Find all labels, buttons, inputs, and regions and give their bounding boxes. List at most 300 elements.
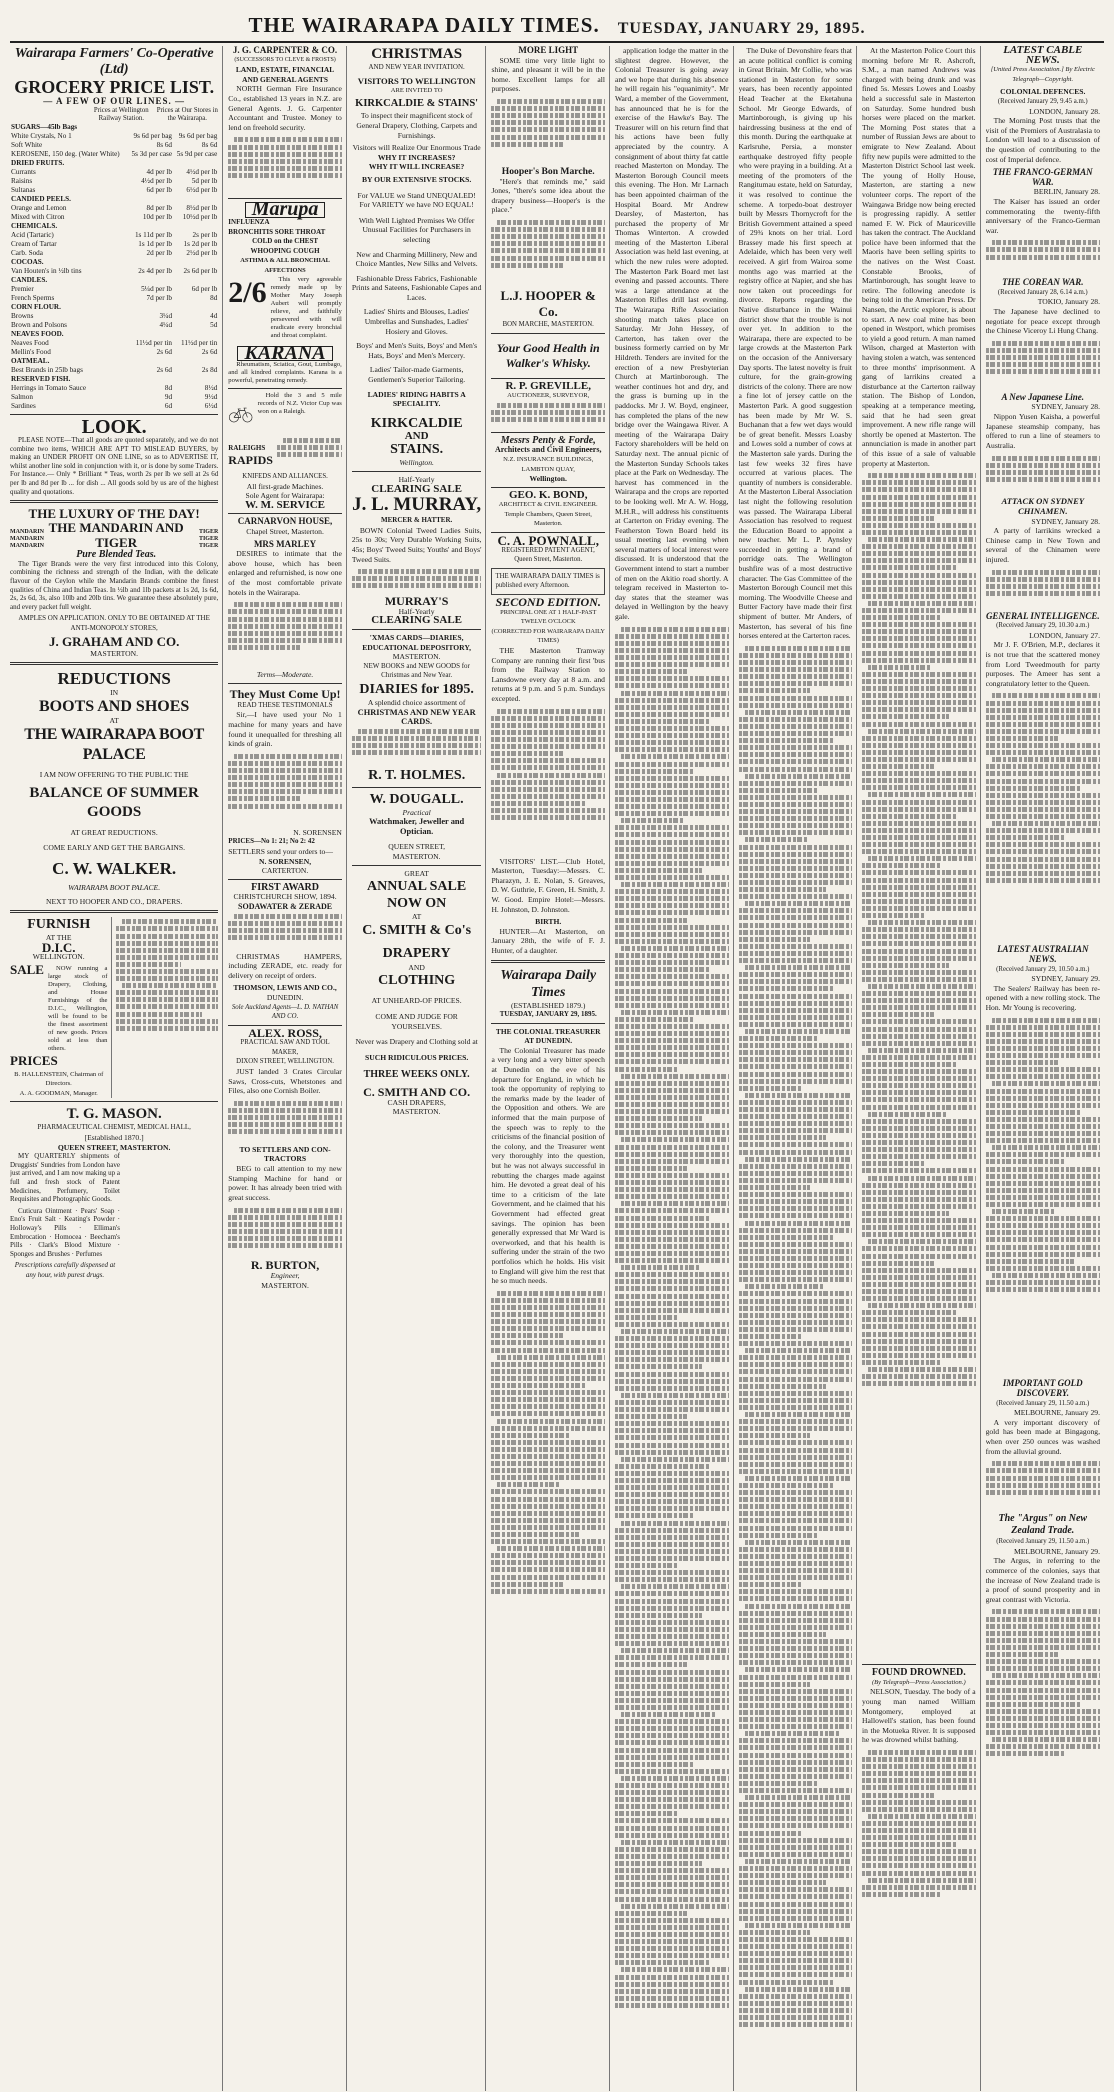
header-wellington: Prices at Wellington Railway Station. xyxy=(93,107,149,122)
price-stores: 2s per lb xyxy=(192,231,218,239)
received-4: (Received January 29, 10.50 a.m.) xyxy=(996,965,1090,973)
second-edition: SECOND EDITION. xyxy=(495,595,601,610)
more-light-text: SOME time very little light to shine, and pleasant it will be in the home. Excellent lamps for all purposes. xyxy=(491,55,605,94)
ladies-riding: LADIES' RIDING HABITS A SPECIALITY. xyxy=(367,389,466,409)
sydney-2: SYDNEY, January 28. xyxy=(1031,516,1100,526)
price-item: COCOAS. xyxy=(11,258,44,266)
great: GREAT xyxy=(404,868,429,878)
price-item: Raisins xyxy=(11,177,33,185)
visitors-list: VISITORS' LIST.—Club Hotel, Masterton, Tuesday:—Messrs. C. Pharazyn, J. E. Nolan, S. Greaves, D. W. Guthrie, F. Green, H. Smith, J. W. Good. Empire Hotel:—Messrs. H. Johnston, D. Johnston. xyxy=(491,856,605,914)
invited-to: ARE INVITED TO xyxy=(390,87,443,95)
marley-text: DESIRES to intimate that the above house, which has been enlarged and refurnished, is now one of the most comfortable private hotels in the Wairarapa. xyxy=(228,549,342,597)
walker-name: C. W. WALKER. xyxy=(52,859,177,879)
auckland-agents: Sole Auckland Agents—L. D. NATHAN AND CO. xyxy=(231,1003,339,1021)
watchmaker: Watchmaker, Jeweller and Optician. xyxy=(369,817,465,836)
corean-text: The Japanese have declined to negotiate for peace except through the Chinese Viceroy Li Hung Chang. xyxy=(985,307,1100,336)
tiger-side-1: TIGER xyxy=(198,529,219,536)
karana-text: Rheumatism, Sciatica, Gout, Lumbago, and all kindred complaints. Karana is a powerful, penetrating remedy. xyxy=(228,361,342,385)
visitors-realise: Visitors will Realize Our Enormous Trade xyxy=(352,143,481,153)
price-row xyxy=(10,177,218,186)
paper-date: TUESDAY, JANUARY 29, 1895. xyxy=(499,1010,597,1019)
mason-street: QUEEN STREET, MASTERTON. xyxy=(57,1142,171,1152)
berlin: BERLIN, January 28. xyxy=(1033,187,1100,197)
more-light-fill xyxy=(491,97,605,167)
tea-text: The Tiger Brands were the very first introduced into this Colony, combining the richness and strength of the Indian, with the delicate flavour of the Ceylon while the Mandarin Brands combine the finest qualities of China and Indian Teas. In ½lb and 1lb packets at 1s 2d, 1s 6d, 2s, 2s 6d, 3s, also 10lb and 20lb tins. We guarantee these absolutely pure, and every packet full weight. xyxy=(10,559,219,611)
wellington-4: Wellington. xyxy=(529,474,567,484)
price-stores xyxy=(173,375,218,384)
marupa-price: 2/6 xyxy=(228,275,267,309)
greville-fill xyxy=(491,401,605,429)
price-item: Herrings in Tomato Sauce xyxy=(11,384,87,392)
price-row xyxy=(10,222,218,231)
sorensen-name: N. SORENSEN, xyxy=(259,856,312,866)
annual-sale: ANNUAL SALE xyxy=(367,879,467,895)
hallenstein: B. HALLENSTEIN, Chairman of Directors. xyxy=(14,1070,104,1088)
columns xyxy=(10,46,1104,2091)
price-row xyxy=(10,366,218,375)
kirkcaldie-2: KIRKCALDIE xyxy=(370,415,463,431)
please-note: PLEASE NOTE—That all goods are quoted separately, and we do not combine two items, WHICH ARE APT TO MISLEAD BUYERS, by making an UNDER PROFIT ON ONE LINE, so as to ADVERTISE IT, whilst another line sold in conjunction with it, or is done by some Traders. For Instance.— Only * Brilliant * Teas, worth 2s per lb we sell at 2s 6d per lb and 8d per lb ... for dish ... All goods sold by us are of the highest quality and quotations. xyxy=(10,436,219,496)
all-grades: All first-grade Machines. xyxy=(246,481,324,491)
price-item: Best Brands in 25lb bags xyxy=(11,366,83,374)
london-2: LONDON, January 27. xyxy=(1029,630,1100,640)
marley-fill xyxy=(228,600,342,670)
united-press: [United Press Association.] By Electric Telegraph—Copyright. xyxy=(990,66,1095,83)
dic-at-the: AT THE xyxy=(45,933,72,943)
birth-heading: BIRTH. xyxy=(535,917,562,927)
hooper-bon-marche: Hooper's Bon Marche. xyxy=(501,165,595,177)
price-stores: 2s 6d per lb xyxy=(183,267,218,275)
with-well: With Well Lighted Premises We Offer Unusual Facilities for Purchasers in selecting xyxy=(358,215,475,244)
leader-fill xyxy=(491,1289,605,1689)
melbourne-1: MELBOURNE, January 29. xyxy=(1013,1408,1100,1418)
price-row xyxy=(10,123,218,132)
price-stores: 6½d per lb xyxy=(186,186,218,194)
christmas-new-year-cards: CHRISTMAS AND NEW YEAR CARDS. xyxy=(357,707,476,727)
never-was: Never was Drapery and Clothing sold at xyxy=(355,1037,478,1047)
japanese-line: A New Japanese Line. xyxy=(1001,391,1085,402)
argus-text: The Argus, in referring to the commerce of the colonies, says that the increase of New Zealand trade is a proof of sound prosperity and in great contrast with Victoria. xyxy=(985,1556,1100,1604)
received-3: (Received January 29, 10.30 a.m.) xyxy=(996,622,1090,630)
dic-text: NOW running a large stock of Drapery, Clothing, and House Furnishings of the D.I.C., Wellington, will be found to be the finest assortment of new goods. Prices sold at less than others. xyxy=(47,965,108,1053)
received-6: (Received January 29, 11.50 a.m.) xyxy=(996,1538,1090,1546)
testimonial-signature: N. SORENSEN xyxy=(293,827,342,837)
news-text-7: At the Masterton Police Court this morning before Mr R. Ashcroft, S.M., a man named Andrews was charged with being drunk and was fined 5s. Messrs Lowes and Loasby held a successful sale in Masterton on Saturday. Some hundred bush horses were placed on the market. The Morning Post states that a number of Russian Jews are about to emigrate to New Zealand. About fifty new pupils were admitted to the Masterton District School last week. The young of Holly House, Masterton, are starting a new volunteer corps. The report of the Waingawa Bridge now being erected is progressing rapidly. A settler named F. W. Pick of Mauriceville has taken the contract. The Auckland police have been informed that the Maoris have been selling spirits to the natives on the West Coast. Constable Brooks, of Martinborough, has sought leave to retire. The following anecdote is being told in the American Press. Dr Nansen, the Arctic explorer, is about to start. A new coal mine has been opened in Westport, which promises to yield a good return. A man named Wilson, charged at Masterton with having stolen a watch, was sentenced to three months' imprisonment. A gang of larrikins created a disturbance at the Carterton railway station. The Bishop of London, speaking at a temperance meeting, said that he had seen great improvement. A new rifle range will shortly be opened at Masterton. The annunciation is made in another part of this issue of a sale of valuable property at Masterton. xyxy=(862,46,976,468)
and-3: AND xyxy=(408,962,425,972)
graham-name: J. GRAHAM AND CO. xyxy=(48,633,180,649)
alex-ross: ALEX. ROSS, xyxy=(248,1025,322,1040)
price-row xyxy=(10,276,218,285)
price-headers xyxy=(10,107,218,123)
price-item: Soft White xyxy=(11,141,43,149)
lj-hooper: L.J. HOOPER & Co. xyxy=(500,287,596,319)
mason-list: Cuticura Ointment · Pears' Soap · Eno's Fruit Salt · Keating's Powder · Holloway's Pills · Elliman's Embrocation · Homocea · Beecham's Pills · Clark's Blood Mixture · Sponges and Brushes · Perfumes xyxy=(10,1206,120,1258)
great-reductions: AT GREAT REDUCTIONS. xyxy=(70,827,158,837)
rapids: RAPIDS xyxy=(228,453,273,468)
column-5 xyxy=(615,46,734,2091)
price-item: French Sperms xyxy=(11,294,55,302)
and-2: AND xyxy=(404,429,429,442)
pragnell-ad xyxy=(111,917,218,1098)
masthead-title: THE WAIRARAPA DAILY TIMES. xyxy=(248,13,600,37)
ladies-shirts: Ladies' Shirts and Blouses, Ladies' Umbrellas and Sunshades, Ladies' Hosiery and Gloves. xyxy=(363,307,470,336)
xmas-masterton: MASTERTON. xyxy=(392,652,441,662)
boots-shoes: BOOTS AND SHOES xyxy=(39,697,190,715)
sodawater-fill xyxy=(228,912,342,952)
settlers-send: SETTLERS send your orders to— xyxy=(228,846,333,856)
received-1: (Received January 29, 9.45 a.m.) xyxy=(997,97,1088,105)
price-item: Van Houten's in ½lb tins xyxy=(11,267,82,275)
queen-street-3: QUEEN STREET, xyxy=(388,842,446,852)
alex-text: JUST landed 3 Crates Circular Saws, Cross-cuts, Whetstones and Files, also one Cornish Boiler. xyxy=(228,1067,342,1096)
cold-chest: COLD on the CHEST xyxy=(252,237,319,246)
franco-text: The Kaiser has issued an order commemorating the twenty-fifth anniversary of the Franco-German war. xyxy=(985,196,1100,235)
price-wellington xyxy=(128,258,173,267)
new-books: NEW BOOKS and NEW GOODS for Christmas and New Year. xyxy=(363,661,470,680)
birth-text: HUNTER—At Masterton, on January 28th, the wife of F. J. Hunter, of a daughter. xyxy=(491,926,605,955)
price-row xyxy=(10,339,218,348)
price-row xyxy=(10,294,218,303)
important-gold: IMPORTANT GOLD DISCOVERY. xyxy=(1002,1378,1083,1399)
reductions: REDUCTIONS xyxy=(57,669,171,689)
price-item: OATMEAL. xyxy=(11,357,50,365)
japanese-text: Nippon Yusen Kaisha, a powerful Japanese steamship company, has offered to run a line of steamers to Australia. xyxy=(985,412,1100,450)
masthead xyxy=(10,0,1104,43)
price-item: NEAVES FOOD. xyxy=(11,330,64,338)
read-testimonials: READ THESE TESTIMONIALS xyxy=(237,700,333,709)
price-row xyxy=(10,312,218,321)
price-stores: 2s 8d xyxy=(201,366,218,374)
price-row xyxy=(10,393,218,402)
marley-name: MRS MARLEY xyxy=(253,538,317,549)
price-stores: 1s 2d per lb xyxy=(183,240,218,248)
japanese-fill xyxy=(986,453,1100,493)
chapel-street: Chapel Street, Masterton. xyxy=(246,527,324,537)
price-stores: 2½d per lb xyxy=(186,249,218,257)
at-3: AT xyxy=(412,912,422,922)
new-and: New and Charming Millinery, New and Choice Mantles, New Silks and Velvets. xyxy=(355,249,478,269)
attack-fill xyxy=(986,568,1100,608)
drowned-fill xyxy=(862,1748,976,1948)
attack-sydney: ATTACK ON SYDNEY CHINAMEN. xyxy=(1001,496,1085,516)
christmas-heading: CHRISTMAS xyxy=(371,46,463,62)
price-stores: 9s 6d per bag xyxy=(178,132,218,140)
price-stores xyxy=(173,258,218,267)
price-stores: 8s 6d xyxy=(201,141,218,149)
prescriptions: Prescriptions carefully dispensed at any hour, with purest drugs. xyxy=(14,1261,116,1279)
price-stores xyxy=(173,159,218,168)
price-row xyxy=(10,267,218,276)
half-yearly-2: Half-Yearly xyxy=(398,606,435,616)
nz-insurance: N.Z. INSURANCE BUILDINGS, LAMBTON QUAY, xyxy=(503,455,594,473)
price-stores xyxy=(173,276,218,285)
price-item: Mellin's Food xyxy=(11,348,51,356)
price-row xyxy=(10,150,218,159)
price-wellington xyxy=(128,330,173,339)
price-stores: 8½d per lb xyxy=(186,204,218,212)
ample-text: AMPLES ON APPLICATION. ONLY TO BE OBTAINED AT THE ANTI-MONOPOLY STORES, xyxy=(18,614,210,632)
price-item: Browns xyxy=(11,312,34,320)
gold-fill xyxy=(986,1459,1100,1509)
price-item: CANDIED PEELS. xyxy=(11,195,71,203)
boys-mens: Boys' and Men's Suits, Boys' and Men's Hats, Boys' and Men's Mercery. xyxy=(356,341,478,360)
bond-name: GEO. K. BOND, xyxy=(508,488,588,501)
price-wellington: 9d xyxy=(164,393,173,401)
clothing: CLOTHING xyxy=(378,973,456,989)
price-wellington: 3¼d xyxy=(159,312,173,320)
luxury-heading: THE LUXURY OF THE DAY! xyxy=(28,506,200,522)
three-weeks: THREE WEEKS ONLY. xyxy=(363,1069,470,1081)
influenza: INFLUENZA xyxy=(228,217,270,226)
news-text-6: The Duke of Devonshire fears that an acute political conflict is coming in Great Britain. Mr Collie, who was stationed in Masterton for some years, has been recently appointed Head Teacher at the Eketahuna School. Mr George Edwards, of Martinborough, is giving up his hairdressing business at the end of this month. During the earthquake at Karlsruhe, Persia, a monster earthquake destroyed fifty people who were praying in a building. At a meeting of the promoters of the Rangitumau estate, held on Saturday, it was resolved to continue the scheme. A torpedo-boat destroyer built by Messrs Thornycroft for the British Government attained a speed of 29¾ knots on her trial. Lord Brassey made his first speech at Adelaide, which has been very well received. A girl from Wairoa some months ago was married at the registry office at Napier, and she has now taken out proceedings for divorce. Reports regarding the Native disturbance in the Wainui district show that the trouble is not over yet. In addition to the Wairarapa, there are expected to be large crowds at the Masterton Park on the occasion of the Anniversary Day sports. The latest novelty is fruit culture, for the grain-growing districts of the colony. There are now a fine lot of jersey cattle on the Masterton Park. A good suggestion has been made by Mr W. S. Buchanan that a few wet days would be of great benefit. Messrs Loasby and Lowes sold a number of cows at the Masterton sale yards. During the last few weeks 32 fires have occurred at various places. The quantity of numbers is considerable. At the Masterton Liberal Association last night the following resolution was passed. The Wairarapa Liberal Association has resolved to request the Education Board to appoint a new teacher. Mr L. P. Aynsley succeeded in getting a brand of porridge oats. The Wellington bushfire was of a most destructive character. The Gas Committee of the Masterton Borough Council met this morning. The Woodville Cheese and Butter Factory have made their first shipment of butter. Mr Anders, of Masterton, has several of his fine horses entered at the Carterton races. xyxy=(738,46,853,641)
murray-fill xyxy=(352,567,482,597)
price-wellington: 9s 6d per bag xyxy=(133,132,173,140)
column-7 xyxy=(862,46,981,2091)
marupa-text: This very agreeable remedy made up by Mother Mary Joseph Aubert will promptly relieve, and faithfully persevered with will eradicate every bronchial and throat complaint. xyxy=(270,275,342,339)
price-row xyxy=(10,195,218,204)
price-wellington: 8d xyxy=(164,384,173,392)
price-wellington: 2s 6d xyxy=(156,348,173,356)
hooper-fill xyxy=(491,218,605,288)
price-wellington: 5s 3d per case xyxy=(131,150,173,158)
price-wellington xyxy=(128,375,173,384)
price-wellington: 1s 11d per lb xyxy=(134,231,173,239)
price-stores: 6½d xyxy=(204,402,218,410)
goodman: A. A. GOODMAN, Manager. xyxy=(19,1089,98,1097)
colonial-defences: COLONIAL DEFENCES. xyxy=(1000,87,1086,97)
price-wellington xyxy=(128,276,173,285)
pownall-name: C. A. POWNALL, xyxy=(497,533,599,549)
dougall-name: W. DOUGALL. xyxy=(369,791,464,807)
bronchitis: BRONCHITIS SORE THROAT xyxy=(228,227,326,236)
price-row xyxy=(10,168,218,177)
price-item: Salmon xyxy=(11,393,33,401)
australian-fill xyxy=(986,1015,1100,1375)
penty-forde: Messrs Penty & Forde, xyxy=(500,434,596,446)
hooper-sub: BON MARCHE, MASTERTON. xyxy=(502,320,594,328)
coop-title: Wairarapa Farmers' Co-Operative (Ltd) xyxy=(14,46,214,77)
price-wellington: 2s 4d per lb xyxy=(138,267,173,275)
price-stores xyxy=(173,195,218,204)
railway-fill xyxy=(491,707,605,857)
price-stores: 5d per lb xyxy=(191,177,218,185)
price-row xyxy=(10,132,218,141)
bond-sub: ARCHITECT & CIVIL ENGINEER. xyxy=(498,501,598,509)
mason-text: MY QUARTERLY shipments of Druggists' Sundries from London have just arrived, and I am now making up a full and fresh stock of Patent Medicines, Perfumery, Toilet Requisites and Photographic Goods. xyxy=(10,1152,120,1204)
price-wellington: 6d per lb xyxy=(146,186,173,194)
found-drowned: FOUND DROWNED. xyxy=(871,1667,966,1679)
price-row xyxy=(10,159,218,168)
franco-fill xyxy=(986,238,1100,274)
price-row xyxy=(10,285,218,294)
why-it-will: WHY IT WILL INCREASE? xyxy=(368,162,465,172)
mason-name: T. G. MASON. xyxy=(66,1106,162,1123)
few-lines: — A FEW OF OUR LINES. — xyxy=(43,96,186,106)
wellington-3: Wellington. xyxy=(399,458,434,468)
price-item: White Crystals, No 1 xyxy=(11,132,72,140)
price-item: SUGARS—45lb Bags xyxy=(11,123,78,131)
news-fill-5 xyxy=(615,625,729,2091)
general-intelligence: GENERAL INTELLIGENCE. xyxy=(985,610,1100,621)
price-wellington xyxy=(128,159,173,168)
dic-name: D.I.C. xyxy=(41,939,76,955)
inspect-text: To inspect their magnificent stock of General Drapery, Clothing, Carpets and Furnishings. xyxy=(356,111,477,140)
visitors-wellington: VISITORS TO WELLINGTON xyxy=(357,75,476,86)
price-row xyxy=(10,240,218,249)
daily-times-box: THE WAIRARAPA DAILY TIMES is published every Afternoon. xyxy=(491,568,605,595)
graham-place: MASTERTON. xyxy=(90,648,138,658)
burton-name: R. BURTON, xyxy=(250,1258,320,1273)
price-stores: 2s 6d xyxy=(201,348,218,356)
price-item: Acid (Tartaric) xyxy=(11,231,54,239)
price-stores: 8½d xyxy=(204,384,218,392)
defences-text: The Morning Post trusts that the visit of the Premiers of Australasia to London will lead to a discussion of the question of contributing to the cost of Imperial defence. xyxy=(985,116,1100,164)
franco-german: THE FRANCO-GERMAN WAR. xyxy=(992,167,1093,187)
clearing-sale-2: CLEARING SALE xyxy=(371,614,463,627)
received-2: (Received January 28, 6.14 a.m.) xyxy=(997,288,1088,296)
splendid: A splendid choice assortment of xyxy=(367,697,466,707)
price-item: KEROSENE, 150 deg. (Water White) xyxy=(11,150,120,158)
carpenter-fill xyxy=(228,135,342,195)
price-row xyxy=(10,321,218,330)
sorensen-place: CARTERTON. xyxy=(261,866,309,876)
sydney-1: SYDNEY, January 28. xyxy=(1031,402,1100,412)
drowned-text: NELSON, Tuesday. The body of a young man named William Montgomery, employed at Hallowell's station, has been found in the Motueka River. It is supposed he was drowned whilst bathing. xyxy=(862,1687,976,1745)
clearing-sale: CLEARING SALE xyxy=(371,482,463,495)
price-wellington xyxy=(128,303,173,312)
principal: PRINCIPAL ONE AT 1 HALF-PAST TWELVE O'CLOCK xyxy=(500,608,597,626)
latest-australian: LATEST AUSTRALIAN NEWS. xyxy=(997,944,1089,964)
price-wellington: 10d per lb xyxy=(142,213,173,221)
price-stores: 11½d per tin xyxy=(181,339,218,347)
alex-fill xyxy=(228,1099,342,1145)
price-item: CANDLES. xyxy=(11,276,48,284)
practical: Practical xyxy=(402,807,431,817)
price-item: Neaves Food xyxy=(11,339,49,347)
price-row xyxy=(10,258,218,267)
price-stores xyxy=(173,330,218,339)
price-row xyxy=(10,213,218,222)
raleighs: RALEIGHS xyxy=(228,444,266,453)
price-stores xyxy=(173,222,218,231)
leader-text: The Colonial Treasurer has made a very long and a very bitter speech at Dunedin on the eve of his departure for England, in which he took the opportunity of replying to the remarks made by the leader of the Opposition and others. We are informed that the main purpose of the speech was to reply to the criticisms of the financial position of the colony, and the Treasurer went very thoroughly into the question, but he was not always successful in rebutting the charges made against him. He devoted a great deal of his time to a criticism of the late Government, and he claimed that his Government had effected great savings. The opinion has been generally expressed that Mr Ward is overworked, and that his health is suffering under the strain of the two portfolios which he holds. His visit to England will give him the rest that he so much needs. xyxy=(491,1045,605,1286)
price-wellington xyxy=(128,357,173,366)
bicycle-text: Hold the 3 and 5 mile records of N.Z. Victor Cup was won on a Raleigh. xyxy=(257,392,342,416)
price-item: Carb. Soda xyxy=(11,249,43,257)
mason-sub: PHARMACEUTICAL CHEMIST, MEDICAL HALL, xyxy=(37,1123,191,1132)
price-item: Currants xyxy=(11,168,36,176)
price-row xyxy=(10,249,218,258)
price-row xyxy=(10,141,218,150)
prices-no: PRICES—No 1: 21; No 2: 42 xyxy=(228,837,315,846)
dic-ad xyxy=(10,917,107,1098)
come-early: COME EARLY AND GET THE BARGAINS. xyxy=(43,843,185,853)
temple-chambers: Temple Chambers, Queen Street, Masterton. xyxy=(504,510,592,528)
whooping: WHOOPING COUGH xyxy=(250,246,320,255)
column-6 xyxy=(739,46,858,2091)
first-award: FIRST AWARD xyxy=(251,881,319,893)
greville-name: R. P. GREVILLE, xyxy=(505,379,591,392)
bicycle-icon xyxy=(228,392,253,436)
price-wellington: 4d per lb xyxy=(146,168,173,176)
carpenter-text: NORTH German Fire Insurance Co., established 13 years in N.Z. are General Agents. J. G. Carpenter Accountant and Trustee. Money to lend on freehold security. xyxy=(228,84,342,132)
price-stores: 4½d per lb xyxy=(186,168,218,176)
burton-sub: Engineer, xyxy=(270,1271,300,1280)
dunedin: DUNEDIN. xyxy=(266,992,304,1002)
price-wellington xyxy=(128,195,173,204)
drowned-sub: (By Telegraph—Press Association.) xyxy=(871,1678,966,1686)
carpenter-sub: (SUCCESSORS TO CLEVE & FROSTS) xyxy=(234,56,336,63)
mandarin-side-3: MANDARIN xyxy=(10,543,44,550)
boots-at: AT xyxy=(109,715,119,725)
asthma: ASTHMA & ALL BRONCHIAL AFFECTIONS xyxy=(240,257,330,274)
why-it: WHY IT INCREASES? xyxy=(377,152,456,162)
price-stores: 8d xyxy=(210,294,218,302)
header-stores: Prices at Our Stores in the Wairarapa. xyxy=(156,107,218,122)
price-row xyxy=(10,186,218,195)
price-row xyxy=(10,357,218,366)
general-text: Mr J. F. O'Brien, M.P., declares it is not true that the scattered money from Lord Tweedmouth for party purposes. The Ameer has sent a congratulatory letter to the Queen. xyxy=(985,640,1100,688)
marupa-logo: Marupa xyxy=(245,202,326,218)
paper-established: (ESTABLISHED 1879.) xyxy=(510,1000,586,1010)
received-5: (Received January 29, 11.50 a.m.) xyxy=(996,1399,1090,1407)
patent-agent: REGISTERED PATENT AGENT, xyxy=(501,546,595,554)
fashionable: Fashionable Dress Fabrics, Fashionable Prints and Sateens, Fashionable Capes and Laces. xyxy=(351,273,482,302)
price-row xyxy=(10,384,218,393)
price-item: Mixed with Citron xyxy=(11,213,65,221)
tiger-side-2: TIGER xyxy=(198,536,219,543)
mandarin-side-1: MANDARIN xyxy=(10,529,44,536)
bicycle-ad xyxy=(228,392,342,436)
stains-2: STAINS. xyxy=(390,442,444,458)
drapery: DRAPERY xyxy=(382,945,451,961)
settlers-contractors: TO SETTLERS AND CON-TRACTORS xyxy=(239,1144,331,1164)
sydney-3: SYDNEY, January 29. xyxy=(1031,974,1100,984)
carnarvon: CARNARVON HOUSE, xyxy=(237,516,333,527)
mandarin-side-2: MANDARIN xyxy=(10,536,44,543)
railway-text: THE Masterton Tramway Company are running their first 'bus from the Railway Station to Lansdowne every day at 8 a.m. and returns at 9 p.m. and 5 p.m. Sundays excepted. xyxy=(491,646,605,703)
good-health: Your Good Health in Walker's Whisky. xyxy=(496,340,600,370)
bicycle-fill xyxy=(277,436,342,472)
holmes-name: R. T. HOLMES. xyxy=(368,767,466,783)
general-fill xyxy=(986,691,1100,941)
now-on: NOW ON xyxy=(387,896,447,912)
new-year-invitation: AND NEW YEAR INVITATION. xyxy=(368,63,465,71)
smith-name: C. SMITH & Co's xyxy=(362,922,472,938)
tiger-side-3: TIGER xyxy=(198,543,219,550)
price-stores xyxy=(173,357,218,366)
karana-logo: KARANA xyxy=(237,346,332,362)
thomson-lewis: THOMSON, LEWIS AND CO., xyxy=(233,983,337,993)
price-wellington: 2s 6d xyxy=(156,366,173,374)
price-stores: 5d xyxy=(210,321,218,329)
mason-established: [Established 1870.] xyxy=(84,1133,144,1142)
price-stores: 10½d per lb xyxy=(182,213,218,221)
argus-fill xyxy=(986,1607,1100,1807)
london-1: LONDON, January 28. xyxy=(1029,106,1100,116)
leader-title: THE COLONIAL TREASURER AT DUNEDIN. xyxy=(495,1026,601,1046)
latest-cable: LATEST CABLE NEWS. xyxy=(1003,46,1083,66)
smith-name-2: C. SMITH AND CO. xyxy=(363,1085,471,1099)
news-fill-7 xyxy=(862,471,976,1661)
price-stores: 9½d xyxy=(204,393,218,401)
holmes-fill xyxy=(352,727,482,767)
price-wellington xyxy=(128,123,173,132)
grocery-title: GROCERY PRICE LIST. xyxy=(14,77,215,97)
price-row xyxy=(10,402,218,411)
walker-next: NEXT TO HOOPER AND CO., DRAPERS. xyxy=(46,896,183,906)
burton-place: MASTERTON. xyxy=(261,1280,309,1290)
